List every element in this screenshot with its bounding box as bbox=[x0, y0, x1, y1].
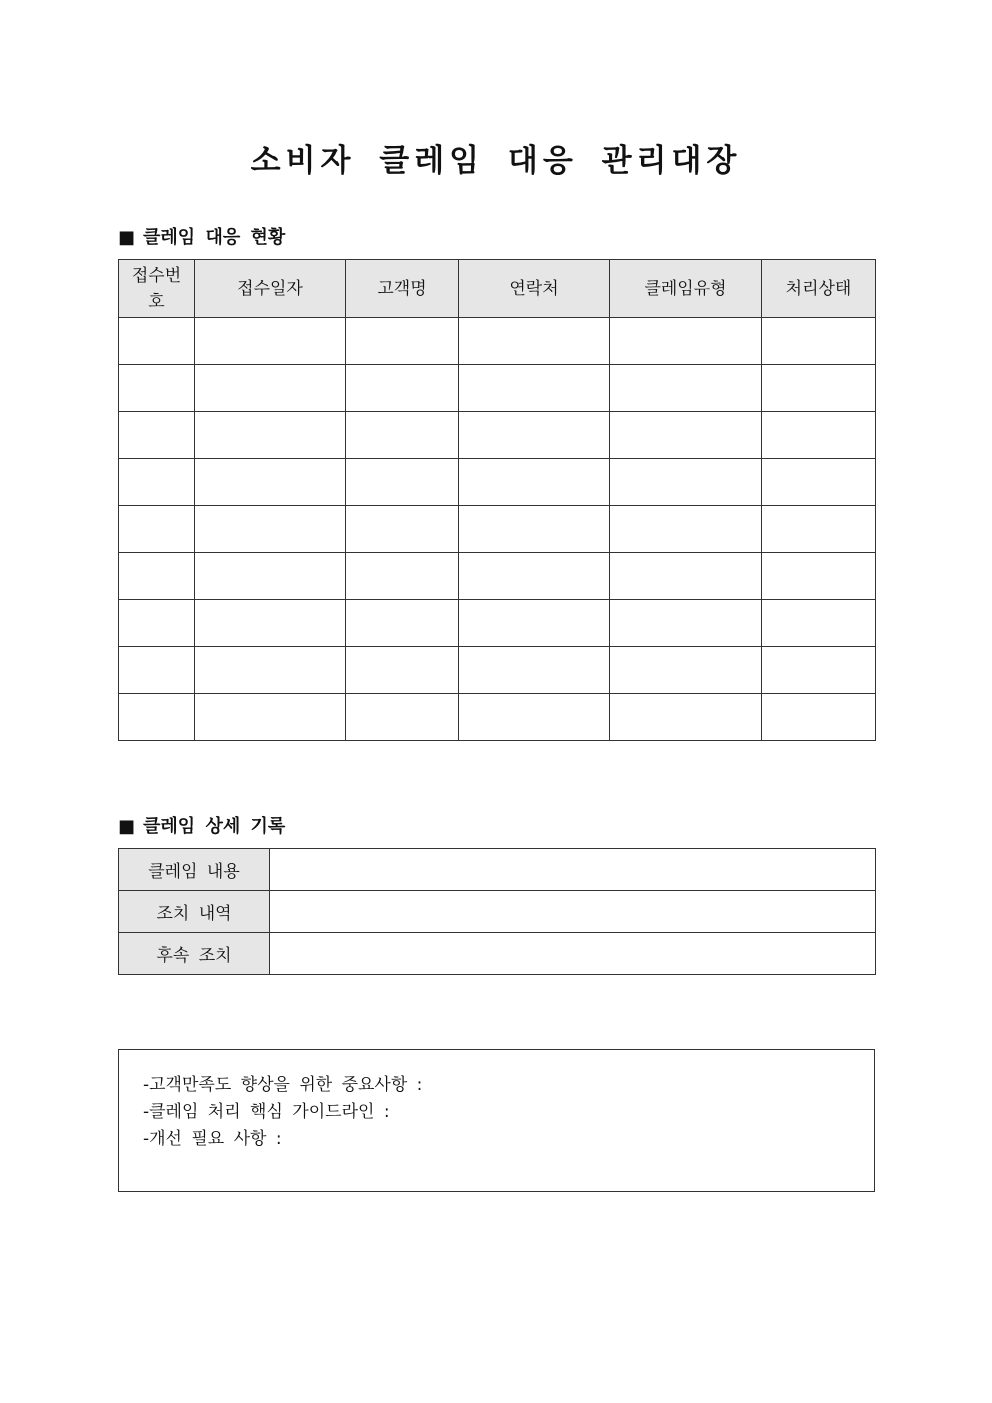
table-cell[interactable] bbox=[459, 365, 610, 412]
table-cell[interactable] bbox=[346, 365, 459, 412]
table-row bbox=[119, 318, 876, 365]
table-cell[interactable] bbox=[195, 365, 346, 412]
status-section-heading bbox=[118, 223, 285, 249]
table-cell[interactable] bbox=[459, 553, 610, 600]
table-cell[interactable] bbox=[459, 459, 610, 506]
table-cell[interactable] bbox=[610, 600, 762, 647]
table-cell[interactable] bbox=[119, 600, 195, 647]
table-cell[interactable] bbox=[195, 600, 346, 647]
table-row bbox=[119, 694, 876, 741]
table-cell[interactable] bbox=[762, 694, 876, 741]
table-cell[interactable] bbox=[195, 459, 346, 506]
table-row bbox=[119, 647, 876, 694]
detail-value-claim-content[interactable] bbox=[270, 849, 876, 891]
column-header-claim-type: 클레임유형 bbox=[610, 260, 762, 318]
table-cell[interactable] bbox=[346, 412, 459, 459]
detail-row bbox=[119, 849, 876, 891]
table-cell[interactable] bbox=[610, 459, 762, 506]
note-improvement: -개선 필요 사항 : bbox=[143, 1129, 282, 1149]
column-header-receipt-date: 접수일자 bbox=[195, 260, 346, 318]
square-bullet-icon: ■ bbox=[118, 227, 136, 248]
table-cell[interactable] bbox=[459, 412, 610, 459]
detail-value-action-taken[interactable] bbox=[270, 891, 876, 933]
table-row bbox=[119, 412, 876, 459]
table-cell[interactable] bbox=[195, 694, 346, 741]
square-bullet-icon: ■ bbox=[118, 816, 136, 837]
note-guideline: -클레임 처리 핵심 가이드라인 : bbox=[143, 1102, 390, 1122]
table-cell[interactable] bbox=[119, 412, 195, 459]
status-section-heading-text: 클레임 대응 현황 bbox=[143, 227, 286, 248]
table-cell[interactable] bbox=[346, 318, 459, 365]
table-row bbox=[119, 506, 876, 553]
table-cell[interactable] bbox=[119, 647, 195, 694]
table-cell[interactable] bbox=[610, 647, 762, 694]
detail-section-heading-text: 클레임 상세 기록 bbox=[143, 816, 286, 837]
table-row bbox=[119, 459, 876, 506]
table-cell[interactable] bbox=[762, 365, 876, 412]
table-cell[interactable] bbox=[119, 365, 195, 412]
table-cell[interactable] bbox=[195, 647, 346, 694]
column-header-contact: 연락처 bbox=[459, 260, 610, 318]
table-cell[interactable] bbox=[119, 694, 195, 741]
table-cell[interactable] bbox=[346, 506, 459, 553]
detail-label-claim-content: 클레임 내용 bbox=[119, 849, 270, 891]
document-title: 소비자 클레임 대응 관리대장 bbox=[250, 143, 742, 179]
table-cell[interactable] bbox=[119, 318, 195, 365]
notes-box bbox=[118, 1049, 875, 1192]
table-row bbox=[119, 600, 876, 647]
table-row bbox=[119, 365, 876, 412]
table-cell[interactable] bbox=[195, 506, 346, 553]
table-cell[interactable] bbox=[610, 506, 762, 553]
table-cell[interactable] bbox=[459, 694, 610, 741]
table-cell[interactable] bbox=[762, 459, 876, 506]
table-cell[interactable] bbox=[459, 647, 610, 694]
table-cell[interactable] bbox=[346, 553, 459, 600]
table-cell[interactable] bbox=[459, 600, 610, 647]
table-cell[interactable] bbox=[119, 506, 195, 553]
table-cell[interactable] bbox=[610, 318, 762, 365]
note-satisfaction: -고객만족도 향상을 위한 중요사항 : bbox=[143, 1075, 423, 1095]
table-cell[interactable] bbox=[119, 553, 195, 600]
table-cell[interactable] bbox=[119, 459, 195, 506]
table-cell[interactable] bbox=[762, 318, 876, 365]
detail-value-follow-up[interactable] bbox=[270, 933, 876, 975]
table-cell[interactable] bbox=[346, 459, 459, 506]
table-cell[interactable] bbox=[195, 318, 346, 365]
table-cell[interactable] bbox=[346, 647, 459, 694]
table-cell[interactable] bbox=[459, 506, 610, 553]
table-cell[interactable] bbox=[762, 506, 876, 553]
table-cell[interactable] bbox=[762, 553, 876, 600]
table-cell[interactable] bbox=[610, 365, 762, 412]
table-cell[interactable] bbox=[762, 412, 876, 459]
detail-label-follow-up: 후속 조치 bbox=[119, 933, 270, 975]
detail-label-action-taken: 조치 내역 bbox=[119, 891, 270, 933]
table-cell[interactable] bbox=[346, 694, 459, 741]
table-cell[interactable] bbox=[195, 553, 346, 600]
column-header-receipt-number: 접수번호 bbox=[119, 260, 195, 318]
detail-row bbox=[119, 933, 876, 975]
table-cell[interactable] bbox=[610, 553, 762, 600]
table-cell[interactable] bbox=[610, 412, 762, 459]
table-cell[interactable] bbox=[346, 600, 459, 647]
table-row bbox=[119, 553, 876, 600]
claim-detail-table bbox=[118, 848, 876, 975]
claim-status-table bbox=[118, 259, 876, 741]
table-cell[interactable] bbox=[459, 318, 610, 365]
table-cell[interactable] bbox=[195, 412, 346, 459]
column-header-status: 처리상태 bbox=[762, 260, 876, 318]
detail-row bbox=[119, 891, 876, 933]
table-cell[interactable] bbox=[610, 694, 762, 741]
table-header-row bbox=[119, 260, 876, 318]
column-header-customer-name: 고객명 bbox=[346, 260, 459, 318]
table-cell[interactable] bbox=[762, 647, 876, 694]
table-cell[interactable] bbox=[762, 600, 876, 647]
detail-section-heading bbox=[118, 812, 285, 838]
